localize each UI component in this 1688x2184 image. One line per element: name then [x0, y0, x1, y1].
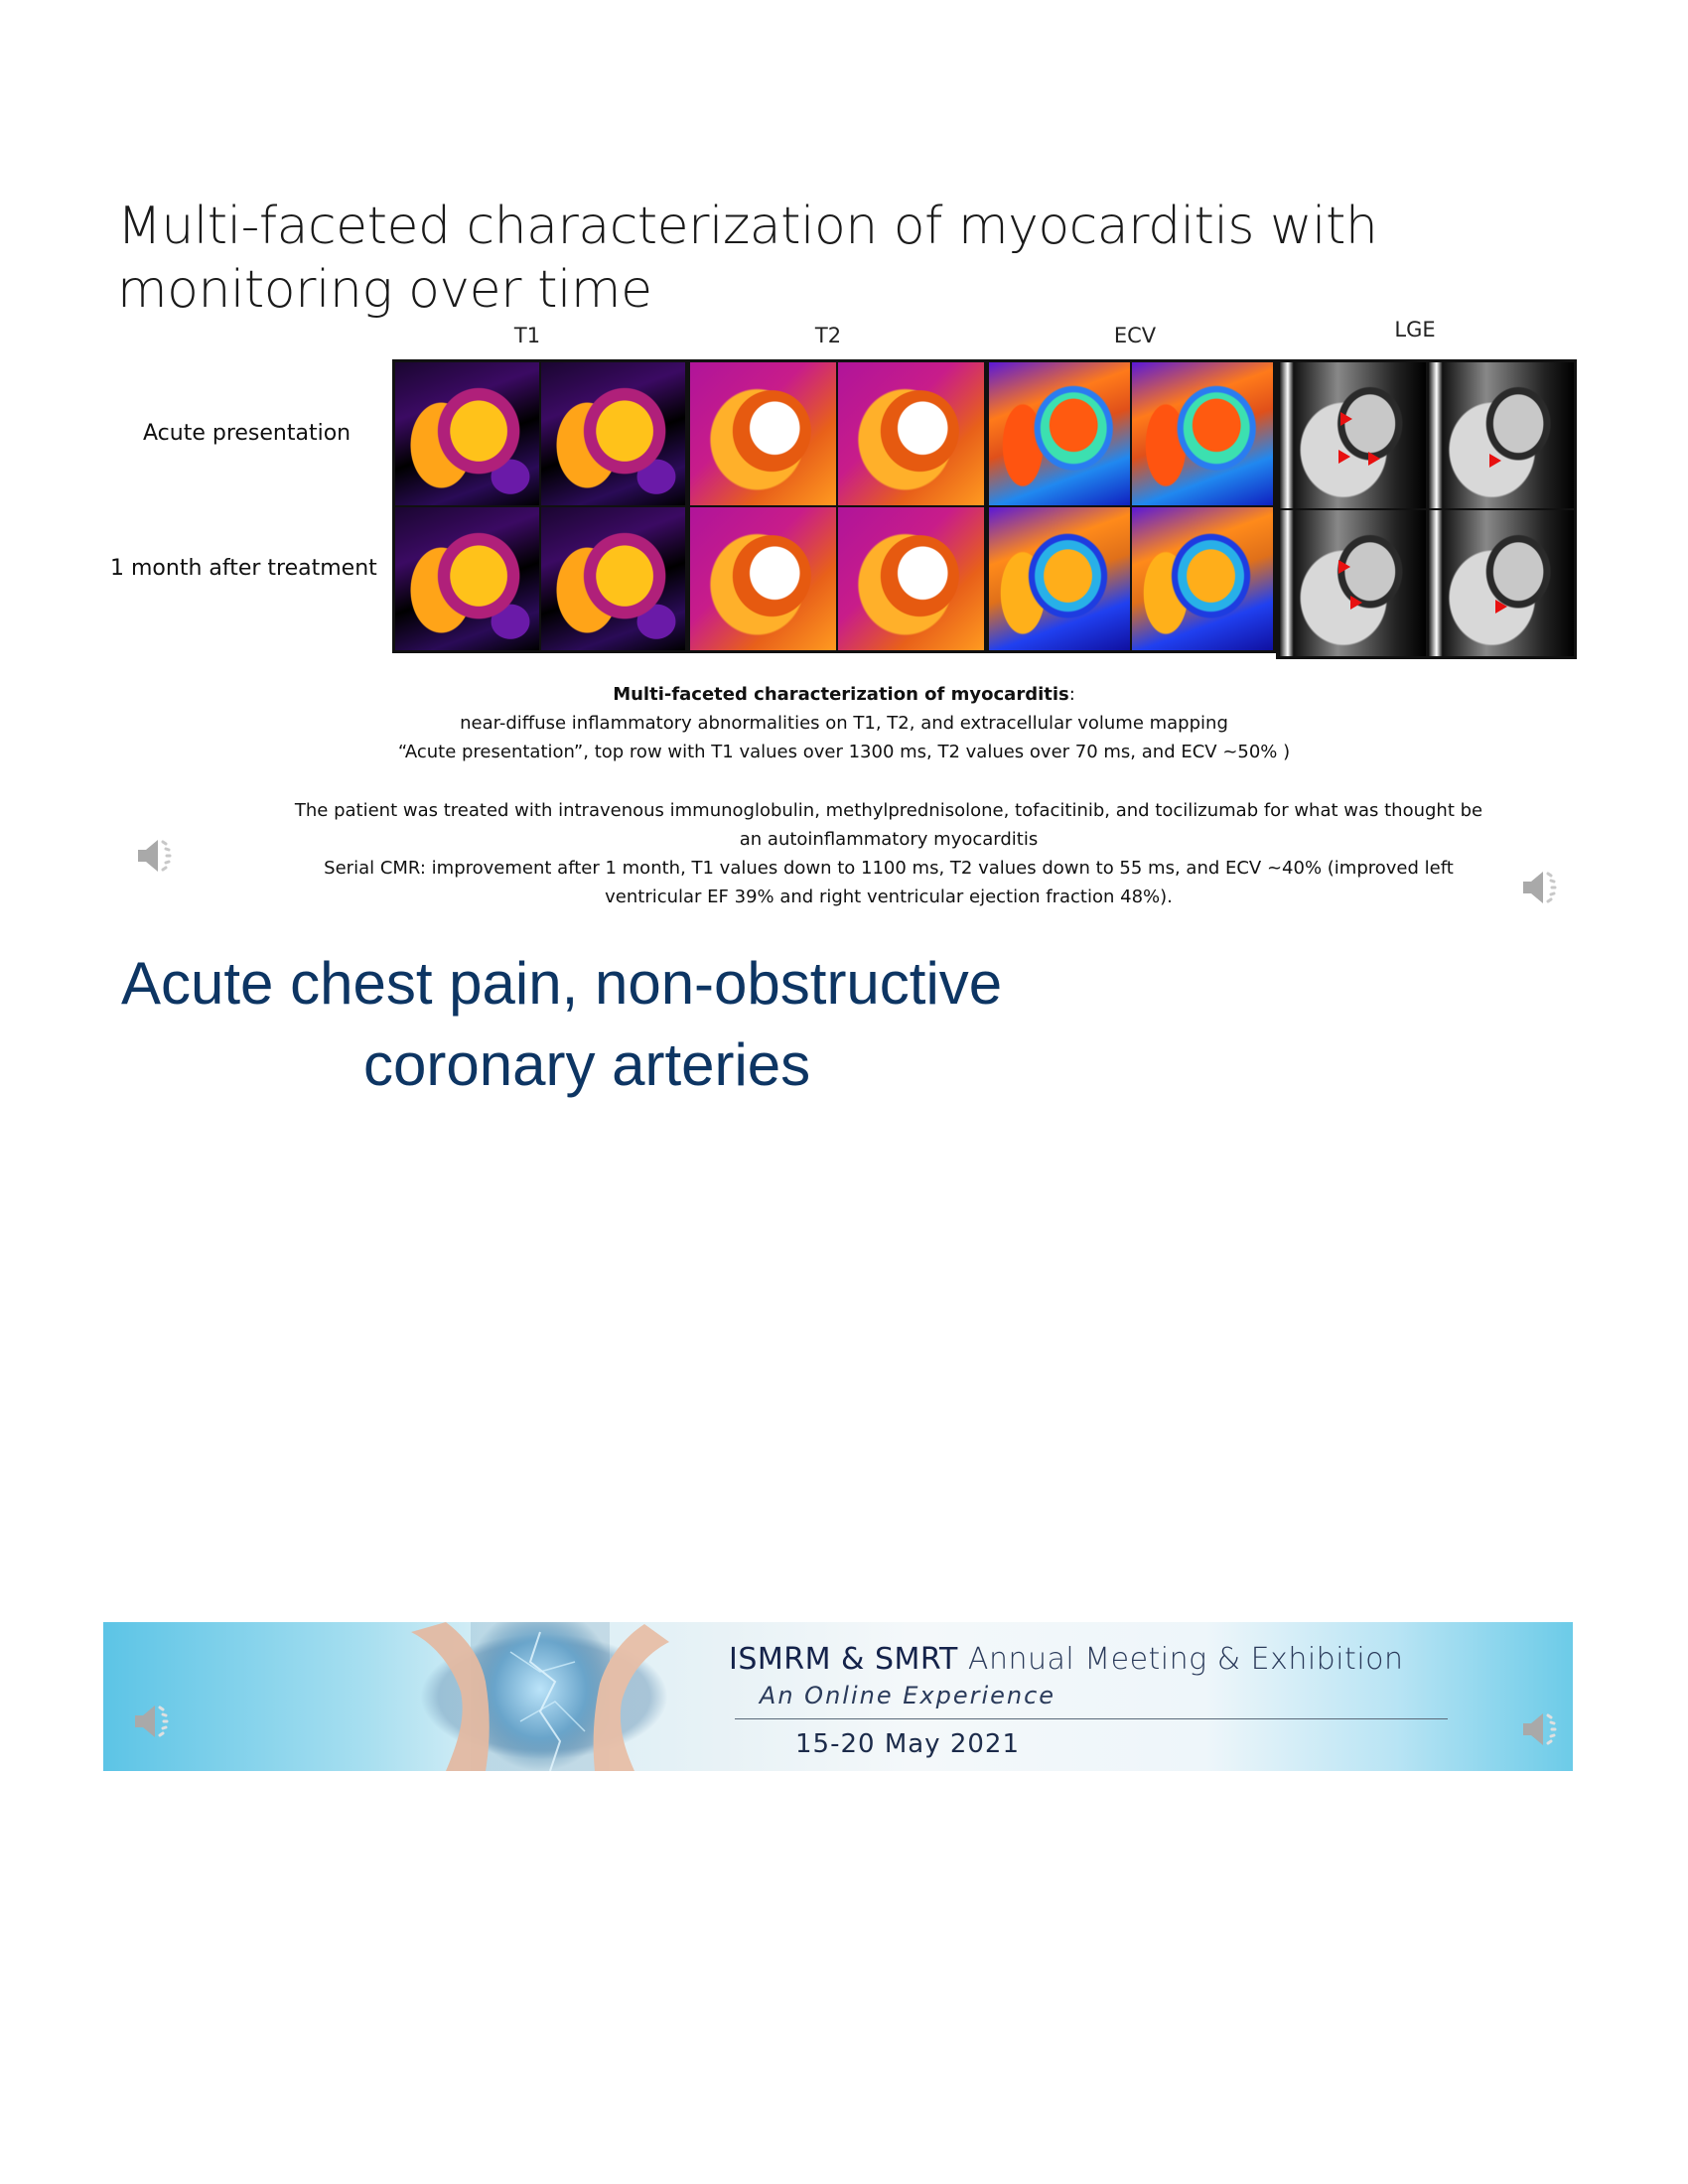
slide-title-line-1: Multi-faceted characterization of myocarditis with	[117, 197, 1378, 256]
t2-followup-image-2	[837, 506, 985, 651]
caption-title-bold: Multi-faceted characterization of myocarditis	[613, 684, 1069, 705]
speaker-waves	[1548, 874, 1555, 901]
lge-arrow-marker	[1368, 452, 1380, 466]
t1-panel	[392, 359, 688, 653]
caption-title	[0, 680, 1688, 709]
t1-followup-image-1	[394, 506, 540, 651]
conference-banner	[103, 1622, 1573, 1771]
t1-acute-image-2	[540, 361, 686, 506]
column-label-t2: T2	[814, 324, 842, 347]
banner-title	[729, 1642, 1404, 1677]
speaker-icon[interactable]	[1517, 864, 1565, 911]
lge-acute-image-2	[1427, 361, 1576, 509]
speaker-waves	[1548, 1715, 1555, 1743]
t2-acute-image-1	[689, 361, 837, 506]
banner-subtitle: An Online Experience	[759, 1682, 1056, 1709]
lge-acute-image-1	[1278, 361, 1427, 509]
lge-arrow-marker	[1340, 412, 1352, 426]
lge-arrow-marker	[1338, 560, 1350, 574]
section-heading-line-2: coronary arteries	[363, 1031, 811, 1098]
lge-arrow-marker	[1350, 596, 1362, 610]
speaker-body	[135, 1706, 155, 1737]
speaker-body	[1523, 872, 1543, 903]
banner-divider	[735, 1718, 1448, 1719]
speaker-waves	[160, 1707, 167, 1735]
caption-line-2: near-diffuse inflammatory abnormalities on T1, T2, and extracellular volume mapping	[460, 713, 1228, 734]
speaker-icon[interactable]	[132, 832, 180, 880]
t1-followup-image-2	[540, 506, 686, 651]
banner-title-event: Annual Meeting & Exhibition	[957, 1642, 1404, 1677]
lge-followup-image-1	[1278, 509, 1427, 657]
slide-title	[117, 195, 1408, 322]
banner-title-org: ISMRM & SMRT	[729, 1642, 958, 1677]
ecv-followup-image-1	[988, 506, 1131, 651]
ecv-acute-image-2	[1131, 361, 1274, 506]
t1-acute-image-1	[394, 361, 540, 506]
lge-arrow-marker	[1489, 454, 1501, 468]
caption-line-3: “Acute presentation”, top row with T1 values over 1300 ms, T2 values over 70 ms, and ECV ~50% )	[397, 742, 1291, 762]
treatment-line-1: The patient was treated with intravenous immunoglobulin, methylprednisolone, tofacitinib, and tocilizumab for what was thought be	[294, 800, 1483, 821]
lge-followup-image-2	[1427, 509, 1576, 657]
mri-figure	[392, 359, 1577, 659]
column-label-lge: LGE	[1394, 318, 1436, 341]
speaker-waves	[163, 842, 170, 870]
speaker-body	[1523, 1713, 1543, 1745]
lge-arrow-marker	[1495, 600, 1507, 614]
speaker-icon[interactable]	[1517, 1706, 1565, 1753]
t2-acute-image-2	[837, 361, 985, 506]
treatment-text	[213, 796, 1564, 911]
treatment-line-2: an autoinflammatory myocarditis	[739, 829, 1039, 850]
section-heading	[121, 943, 1114, 1106]
t2-followup-image-1	[689, 506, 837, 651]
slide-title-line-2: monitoring over time	[117, 260, 652, 320]
speaker-body	[138, 840, 158, 872]
serial-cmr-line-1: Serial CMR: improvement after 1 month, T1 values down to 1100 ms, T2 values down to 55 ms, and ECV ~40% (improved left	[324, 858, 1454, 879]
speaker-icon[interactable]	[129, 1698, 177, 1745]
row-label-acute: Acute presentation	[143, 421, 352, 446]
banner-date: 15-20 May 2021	[795, 1729, 1020, 1759]
serial-cmr-line-2: ventricular EF 39% and right ventricular ejection fraction 48%).	[605, 887, 1173, 907]
t2-panel	[687, 359, 987, 653]
column-label-ecv: ECV	[1113, 324, 1157, 347]
lge-arrow-marker	[1338, 450, 1350, 464]
ecv-acute-image-1	[988, 361, 1131, 506]
ecv-panel	[986, 359, 1276, 653]
section-heading-line-1: Acute chest pain, non-obstructive	[121, 950, 1003, 1017]
figure-caption	[0, 680, 1688, 766]
row-label-1-month: 1 month after treatment	[110, 556, 377, 581]
lge-panel	[1276, 359, 1577, 659]
column-label-t1: T1	[513, 324, 541, 347]
ecv-followup-image-2	[1131, 506, 1274, 651]
caption-title-suffix: :	[1068, 684, 1075, 705]
